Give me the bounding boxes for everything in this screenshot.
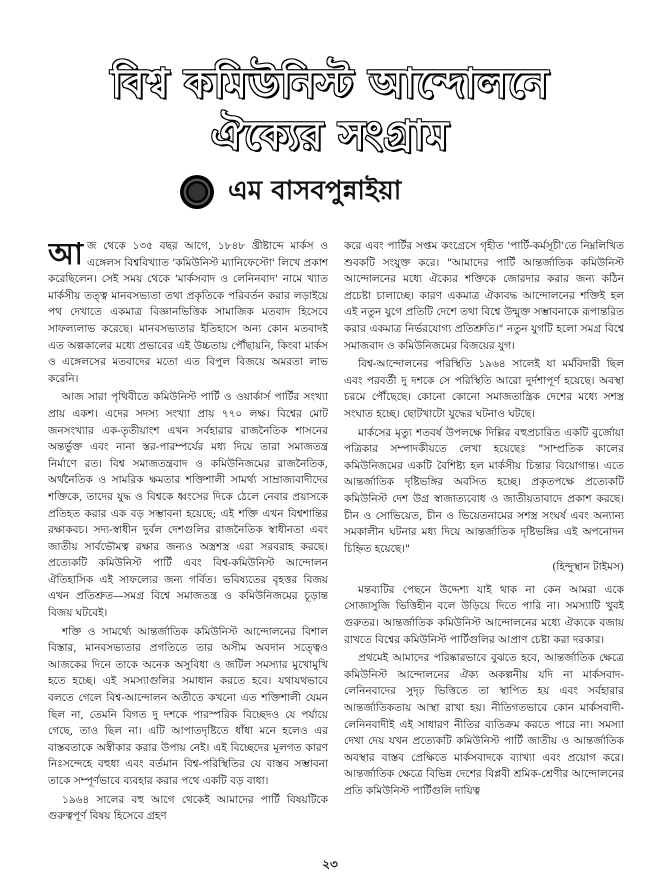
paragraph bbox=[48, 238, 328, 387]
title-line-2: ঐক্যের সংগ্রাম bbox=[210, 113, 450, 159]
paragraph: শক্তি ও সামর্থ্যে আন্তর্জাতিক কমিউনিস্ট আন্দোলনের বিশাল বিস্তার, মানবসভ্যতার প্রগতিতে তার অসীম অবদান সত্ত্বেও আজকের দিনে তাকে অনেক অসুবিধা ও জটিল সমস্যার মুখোমুখি হতে হচ্ছে। এই সমস্যাগুলির সমাধান করতে হবে। যথাযথভাবে বলতে গেলে বিশ্ব-আন্দোলন অতীতে কখনো এত শক্তিশালী যেমন ছিল না, তেমনি বিগত দু দশকে পারস্পরিক বিচ্ছেদও যে পর্যায়ে গেছে, তাও ছিল না। এটি আপাতদৃষ্টিতে ধাঁধা মনে হলেও এর বাস্তবতাকে অস্বীকার করার উপায় নেই। এই বিচ্ছেদের মূলগত কারণ নিঃসন্দেহে বহুধা এবং বর্তমান বিশ্ব-পরিস্থিতির যে বাস্তব সম্ভাবনা তাকে সম্পূর্ণভাবে ব্যবহার করার পথে একটি বড় বাধা। bbox=[48, 625, 328, 787]
paragraph: বিশ্ব-আন্দোলনের পরিস্থিতি ১৯৬৪ সালেই যা মর্মবিদারী ছিল এবং পরবর্তী দু দশকে সে পরিস্থিতি আরো দুর্দশাপূর্ণ হয়েছে। অবস্থা চরমে পৌঁছেছে। কোনো কোনো সমাজতান্ত্রিক দেশের মধ্যে সশস্ত্র সংঘাত হচ্ছে। ছোটখাটো যুদ্ধের ঘটনাও ঘটছে। bbox=[344, 358, 624, 420]
paragraph: প্রথমেই আমাদের পরিষ্কারভাবে বুঝতে হবে, আন্তর্জাতিক ক্ষেত্রে কমিউনিস্ট আন্দোলনের ঐক্য অকল্পনীয় যদি না মার্কসবাদ-লেনিনবাদের সুদৃঢ় ভিত্তিতে তা স্থাপিত হয় এবং সর্বহারার আন্তর্জাতিকতায় আস্থা রাখা হয়। নীতিগতভাবে কোন মার্কসবাদী-লেনিনবাদীই এই সাধারণ নীতির ব্যতিক্রম করতে পারে না। সমস্যা দেখা দেয় যখন প্রত্যেকটি কমিউনিস্ট পার্টি জাতীয় ও আন্তর্জাতিক অবস্থার বাস্তব প্রেক্ষিতে মার্কসবাদকে ব্যাখ্যা এবং প্রয়োগ করে। আন্তর্জাতিক ক্ষেত্রে বিভিন্ন দেশের বিপ্লবী শ্রমিক-শ্রেণীর আন্দোলনের প্রতি কমিউনিস্ট পার্টিগুলি দায়িত্ব bbox=[344, 652, 624, 797]
paragraph-text: জ থেকে ১৩৫ বছর আগে, ১৮৪৮ খ্রীষ্টাব্দে মার্কস ও এঙ্গেলস বিশ্ববিখ্যাত 'কমিউনিস্ট ম্যানিফেস্টো' লিখে প্রকাশ করেছিলেন। সেই সময় থেকে 'মার্কসবাদ ও লেনিনবাদ' নামে খ্যাত মার্কসীয় তত্ত্ব মানবসভ্যতা তথা প্রকৃতিকে পরিবর্তন করার লড়াইয়ে পথ দেখাতে একমাত্র বিজ্ঞানভিত্তিক সামাজিক মতবাদ হিসেবে সাফল্যলাভ করেছে। মানবসভ্যতার ইতিহাসে অন্য কোন মতবাদই এত অল্পকালের মধ্যে প্রভাবের এই উচ্চতায় পৌঁছায়নি, কিংবা মার্কস ও এঙ্গেলসের মতবাদের মতো এত বিপুল বিজয়ে অমরতা লাভ করেনি। bbox=[48, 240, 328, 385]
drop-cap: আ bbox=[48, 238, 83, 272]
article-body bbox=[48, 238, 624, 843]
right-column bbox=[344, 238, 624, 843]
paragraph: আজ সারা পৃথিবীতে কমিউনিস্ট পার্টি ও ওয়ার্কার্স পার্টির সংখ্যা প্রায় একশ। এদের সদস্য সংখ্যা প্রায় ৭৭০ লক্ষ। বিশ্বের মোট জনসংখ্যার এক-তৃতীয়াংশ এখন সর্বহারার রাজনৈতিক শাসনের অন্তর্ভুক্ত এবং নানা স্তর-পারম্পর্যের মধ্য দিয়ে তারা সমাজতন্ত্র নির্মাণে রত। বিশ্ব সমাজতন্ত্রবাদ ও কমিউনিজমের রাজনৈতিক, অর্থনৈতিক ও সামরিক ক্ষমতার শক্তিশালী সামর্থ্য সাম্রাজ্যবাদীদের শক্তিকে, তাদের যুদ্ধ ও বিশ্বকে ধ্বংসের দিকে ঠেলে নেবার প্রয়াসকে প্রতিহত করার এক বড় সম্ভাবনা হয়েছে; এই শক্তি এখন বিশ্বশান্তির রক্ষাকবচ। সদ্য-স্বাধীন দুর্বল দেশগুলির রাজনৈতিক স্বাধীনতা এবং জাতীয় সার্বভৌমত্ব রক্ষার জন্যও অস্ত্রশস্ত্র এরা সরবরাহ করছে। প্রত্যেকটি কমিউনিস্ট পার্টি এবং বিশ্ব-কমিউনিস্ট আন্দোলন ঐতিহাসিক এই সাফল্যের জন্য গর্বিত। ভবিষ্যতের বৃহত্তর বিজয় এখন প্রতিশ্রুত—সমগ্র বিশ্বে সমাজতন্ত্র ও কমিউনিজমের চূড়ান্ত বিজয় ঘটবেই। bbox=[48, 391, 328, 620]
paragraph: মার্কসের মৃত্যু শতবর্ষ উপলক্ষে দিল্লির বহুপ্রচারিত একটি বুর্জোয়া পত্রিকার সম্পাদকীয়তে লেখা হয়েছেঃ "সাম্প্রতিক কালের কমিউনিজমের একটি বৈশিষ্ট্য হল মার্কসীয় চিন্তার বিয়োগান্ত। এতে আন্তর্জাতিক দৃষ্টিভঙ্গির অবসিত হচ্ছে। প্রকৃতপক্ষে প্রত্যেকটি কমিউনিস্ট দেশ উগ্র স্বাজাত্যবোধ ও জাতীয়তাবাদে প্রকাশ করছে। চীন ও সোভিয়েত, চীন ও ভিয়েতনামের সশস্ত্র সংঘর্ষ এবং অন্যান্য সমকালীন ঘটনার মধ্য দিয়ে আন্তর্জাতিক দৃষ্টিভঙ্গির এই অপনোদন চিহ্নিত হয়েছে।" bbox=[344, 426, 624, 555]
paragraph: করে এবং পার্টির সপ্তম কংগ্রেসে গৃহীত 'পার্টি-কর্মসূচী'তে নিম্নলিখিত শুবকটি সংযুক্ত করে। "আমাদের পার্টি আন্তর্জাতিক কমিউনিস্ট আন্দোলনের মধ্যে ঐক্যের শক্তিকে জোরদার করার জন্য কঠিন প্রচেষ্টা চালাচ্ছে। কারণ একমাত্র ঐক্যবদ্ধ আন্দোলনের শক্তিই হল এই নতুন যুগে প্রতিটি দেশে তথা বিশ্বে উন্মুক্ত সম্ভাবনাকে রূপান্তরিত করার একমাত্র নির্ভরযোগ্য প্রতিশ্রুতি।" নতুন যুগটি হলো সমগ্র বিশ্বে সমাজবাদ ও কমিউনিজমের বিজয়ের যুগ। bbox=[344, 240, 624, 352]
article-title bbox=[40, 58, 620, 168]
author-name: এম বাসবপুন্নাইয়া bbox=[228, 176, 402, 206]
paragraph: মন্তব্যটির পেছনে উদ্দেশ্য যাই থাক না কেন আমরা একে সোজাসুজি ভিত্তিহীন বলে উড়িয়ে দিতে পারি না। সমস্যাটি খুবই গুরুতর। আন্তর্জাতিক কমিউনিস্ট আন্দোলনের মধ্যে ঐক্যকে বজায় রাখতে বিশ্বের কমিউনিস্ট পার্টিগুলির আপ্রাণ চেষ্টা করা দরকার। bbox=[344, 583, 624, 646]
paragraph: ১৯৬৪ সালের বহু আগে থেকেই আমাদের পার্টি বিষয়টিকে গুরুত্বপূর্ণ বিষয় হিসেবে গ্রহণ bbox=[48, 793, 328, 823]
byline bbox=[180, 172, 510, 212]
emblem-icon bbox=[180, 175, 214, 209]
page-number: ২৩ bbox=[322, 857, 338, 871]
quote-attribution: (হিন্দুস্থান টাইমস) bbox=[552, 561, 624, 574]
left-column bbox=[48, 238, 328, 843]
title-line-1: বিশ্ব কমিউনিস্ট আন্দোলনে bbox=[111, 61, 549, 107]
